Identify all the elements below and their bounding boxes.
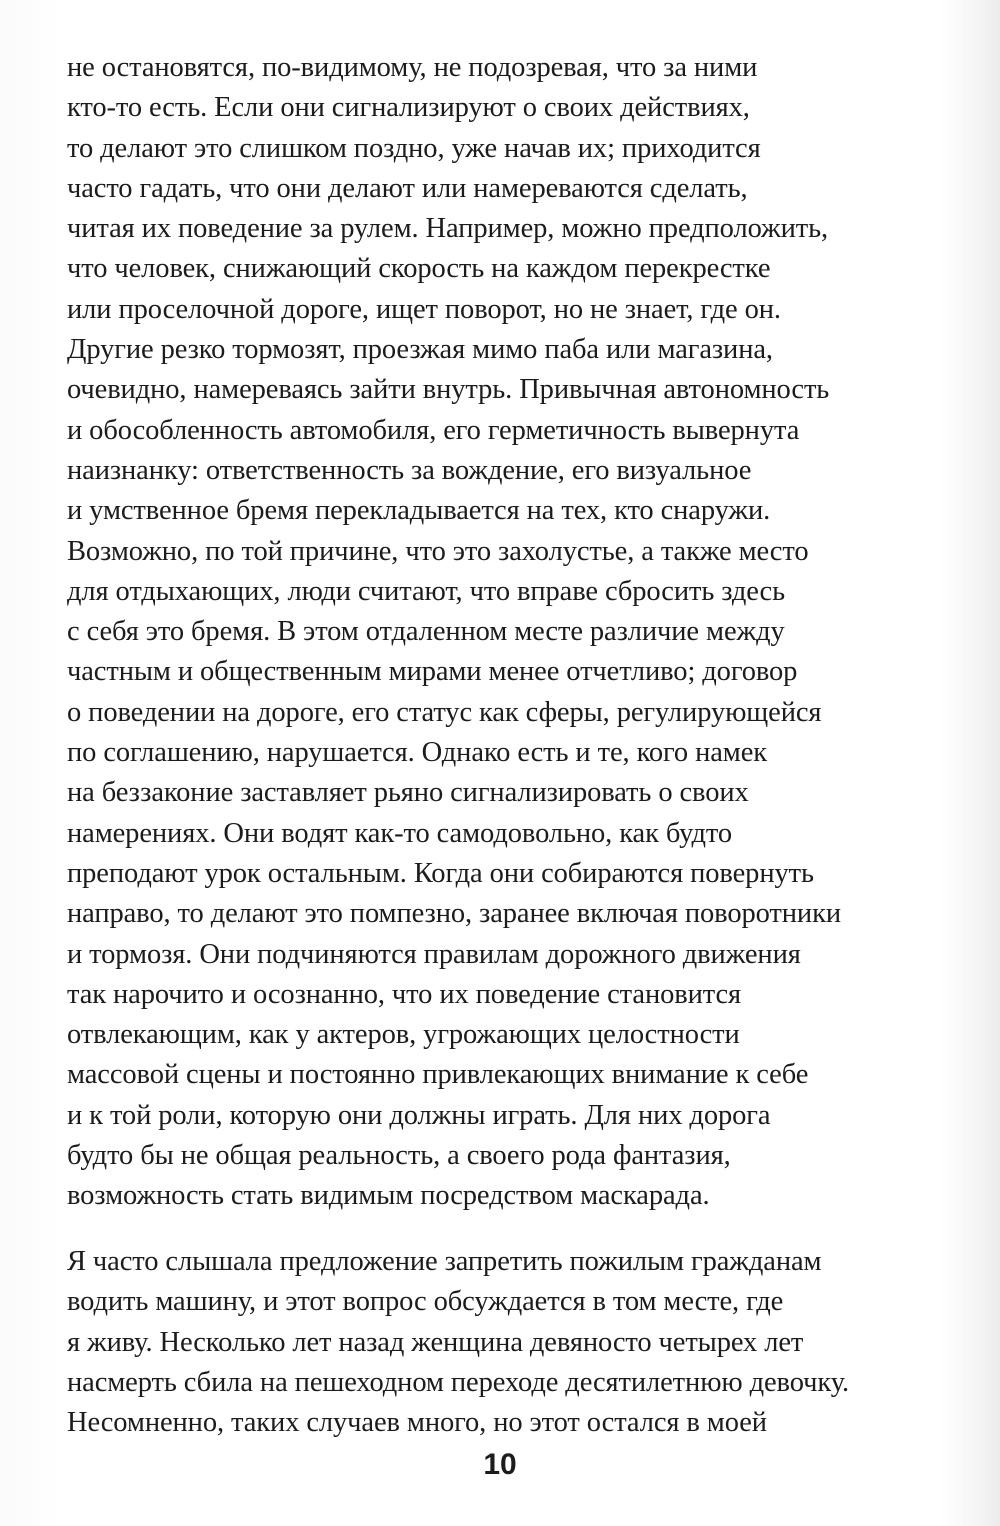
text-line: читая их поведение за рулем. Например, можно предположить, xyxy=(67,213,829,245)
text-line: отвлекающим, как у актеров, угрожающих целостности xyxy=(67,1019,740,1051)
text-line: часто гадать, что они делают или намереваются сделать, xyxy=(67,172,748,204)
text-line: преподают урок остальным. Когда они собираются повернуть xyxy=(67,857,814,889)
paragraph-2 xyxy=(67,1242,947,1443)
text-line: направо, то делают это помпезно, заранее включая поворотники xyxy=(67,898,841,930)
text-line: я живу. Несколько лет назад женщина девяносто четырех лет xyxy=(67,1326,804,1358)
text-line: на беззаконие заставляет рьяно сигнализировать о своих xyxy=(67,777,749,809)
text-line: будто бы не общая реальность, а своего рода фантазия, xyxy=(67,1140,731,1172)
text-line: массовой сцены и постоянно привлекающих внимание к себе xyxy=(67,1059,809,1091)
text-line: и тормозя. Они подчиняются правилам дорожного движения xyxy=(67,938,801,970)
text-line: Несомненно, таких случаев много, но этот остался в моей xyxy=(67,1407,767,1439)
text-line: и к той роли, которую они должны играть. Для них дорога xyxy=(67,1099,771,1131)
text-line: Другие резко тормозят, проезжая мимо паба или магазина, xyxy=(67,334,773,366)
text-line: то делают это слишком поздно, уже начав их; приходится xyxy=(67,132,761,164)
text-line: очевидно, намереваясь зайти внутрь. Привычная автономность xyxy=(67,374,830,406)
paragraph-1 xyxy=(67,48,947,1217)
text-line: возможность стать видимым посредством маскарада. xyxy=(67,1180,710,1212)
text-line: и обособленность автомобиля, его герметичность вывернута xyxy=(67,414,800,446)
text-line: водить машину, и этот вопрос обсуждается в том месте, где xyxy=(67,1286,784,1318)
text-line: так нарочито и осознанно, что их поведение становится xyxy=(67,978,742,1010)
text-line: насмерть сбила на пешеходном переходе десятилетнюю девочку. xyxy=(67,1366,850,1398)
text-line: наизнанку: ответственность за вождение, его визуальное xyxy=(67,454,752,486)
text-line: с себя это бремя. В этом отдаленном месте различие между xyxy=(67,616,785,648)
text-line: кто-то есть. Если они сигнализируют о своих действиях, xyxy=(67,92,750,124)
text-line: о поведении на дороге, его статус как сферы, регулирующейся xyxy=(67,696,822,728)
text-line: частным и общественным мирами менее отчетливо; договор xyxy=(67,656,798,688)
text-line: или проселочной дороге, ищет поворот, но не знает, где он. xyxy=(67,293,781,325)
page-number: 10 xyxy=(483,1448,517,1481)
text-line: Возможно, по той причине, что это захолустье, а также место xyxy=(67,535,809,567)
text-line: Я часто слышала предложение запретить пожилым гражданам xyxy=(67,1246,822,1277)
text-line: не остановятся, по-видимому, не подозревая, что за ними xyxy=(67,52,758,83)
text-line: что человек, снижающий скорость на каждом перекрестке xyxy=(67,253,771,285)
text-line: для отдыхающих, люди считают, что вправе сбросить здесь xyxy=(67,575,786,607)
text-line: и умственное бремя перекладывается на тех, кто снаружи. xyxy=(67,495,771,527)
text-line: по соглашению, нарушается. Однако есть и те, кого намек xyxy=(67,737,768,769)
text-line: намерениях. Они водят как-то самодовольно, как будто xyxy=(67,817,733,849)
